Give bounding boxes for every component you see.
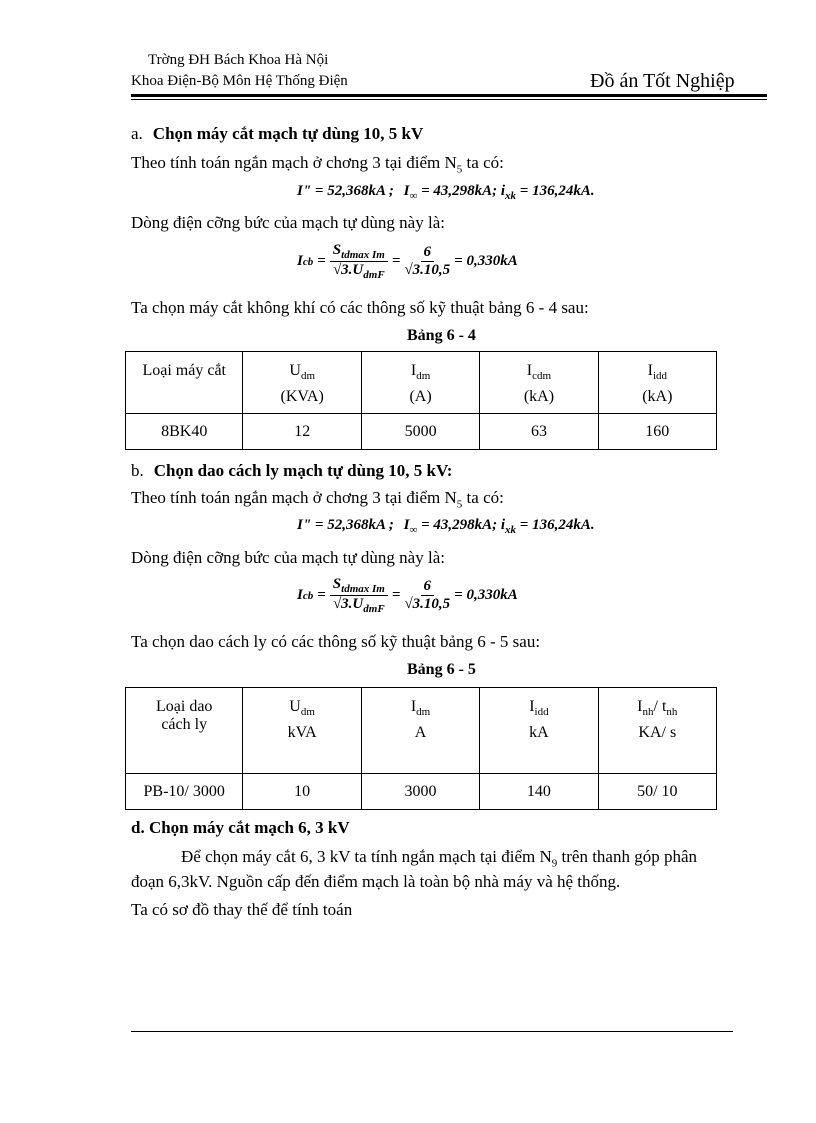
formula2b-den-sub: dmF [363,603,385,615]
section-a-formula1 [297,183,595,202]
formula2b-lhs: I [297,587,303,603]
h4b-b: / t [653,698,667,715]
table-6-4-h1 [243,352,361,414]
section-a-heading [131,124,423,144]
h0-line2: cách ly [161,716,208,733]
formula2b-frac2 [404,578,450,613]
h3-sub: cdm [532,370,552,383]
formula2-den-sub: dmF [363,269,385,281]
h3b-text: I [529,698,535,715]
table-6-4-h0: Loại máy cắt [126,352,243,414]
formula1b-b-sub: ∞ [409,524,418,536]
table-6-4-cell: 63 [480,414,598,450]
table-6-5-h3 [480,688,598,774]
h1-unit: (KVA) [280,388,324,406]
section-b-letter: b. [131,461,144,480]
section-a-formula2: I cb = $\frac{S_{tdmax Im}}{√3.U_{dmF}}$ = $\frac{6}{√3.10,5}$ = 0,330kA [297,242,518,281]
formula1b-d: = 136,24kA. [516,517,595,533]
section-a-intro-tail: ta có: [462,153,504,172]
formula2b-den2: √3.10,5 [404,596,451,612]
h2-sub: dm [416,370,431,383]
formula2b-result: = 0,330kA [454,587,518,603]
table-6-4-header-row [126,352,717,414]
table-6-4-cell: 5000 [361,414,479,450]
section-d-para-text: Để chọn máy cắt 6, 3 kV ta tính ngắn mạch tại điểm N [181,847,552,866]
section-d-title: d. Chọn máy cắt mạch 6, 3 kV [131,818,350,837]
section-b-formula2: I cb = $\frac{S_{tdmax Im}}{√3.U_{dmF}}$ = $\frac{6}{√3.10,5}$ = 0,330kA [297,576,518,615]
h4-text: I [647,362,653,379]
table-6-4-h3 [480,352,598,414]
h2b-text: I [410,698,417,715]
formula2-num2: 6 [421,244,435,262]
section-a-intro [131,153,504,175]
h1b-text: U [289,698,301,715]
section-b-title: Chọn dao cách ly mạch tự dùng 10, 5 kV: [153,461,453,480]
h4b-b-sub: nh [666,706,678,719]
section-d-para-sub: 9 [551,857,558,870]
formula2b-frac1 [330,576,388,615]
section-b-choose: Ta chọn dao cách ly có các thông số kỹ thuật bảng 6 - 5 sau: [131,632,541,651]
formula2-lhs-sub: cb [302,255,314,268]
h1b-unit: kVA [287,724,317,742]
formula2b-num-sub: tdmax Im [341,583,385,595]
header-rule-thin [131,99,767,100]
formula1-d: = 136,24kA. [516,183,595,199]
formula1b-b: I [403,517,410,533]
table-6-4-cell: 160 [598,414,716,450]
formula1b-c: = 43,298kA; i [417,517,506,533]
formula1-b: I [403,183,410,199]
section-a-title: Chọn máy cắt mạch tự dùng 10, 5 kV [152,124,424,143]
table-6-5-cell: PB-10/ 3000 [126,774,243,810]
header-doc-title: Đồ án Tốt Nghiệp [590,70,735,92]
h2-unit: (A) [409,388,432,406]
formula2b-den: √3.U [332,596,364,612]
table-6-5-cell: 3000 [361,774,479,810]
h1-sub: dm [300,370,315,383]
h3-text: I [526,362,533,379]
table-6-4-cell: 8BK40 [126,414,243,450]
table-6-4-h2 [361,352,479,414]
section-b-intro-sub: 5 [456,498,463,511]
formula2-frac2 [404,244,450,279]
h3-unit: (kA) [523,388,555,406]
header-department: Khoa Điện-Bộ Môn Hệ Thống Điện [131,73,348,89]
h4-sub: idd [652,370,667,383]
table-6-5 [125,687,717,810]
h4b-a-sub: nh [642,706,654,719]
formula1-c-sub: xk [505,190,517,202]
formula2b-lhs-sub: cb [302,589,314,602]
section-a-forced-current: Dòng điện cỡng bức của mạch tự dùng này là: [131,213,445,232]
table-6-5-cell: 140 [480,774,598,810]
section-d-closing: Ta có sơ đồ thay thế để tính toán [131,900,353,919]
formula2-num-sub: tdmax Im [341,249,385,261]
table-6-5-h4 [598,688,716,774]
section-b-intro-text: Theo tính toán ngắn mạch ở chơng 3 tại điểm N [131,488,457,507]
formula2b-num: S [332,576,342,592]
section-d-para-line2: đoạn 6,3kV. Nguồn cấp đến điểm mạch là toàn bộ nhà máy và hệ thống. [131,872,621,891]
table-6-5-row [126,774,717,810]
table-6-5-h2 [361,688,479,774]
h2-text: I [410,362,417,379]
table-6-4-caption: Bảng 6 - 4 [407,327,476,344]
section-a-intro-sub: 5 [456,163,463,176]
header-school: Trờng ĐH Bách Khoa Hà Nội [148,52,329,68]
formula2-den2: √3.10,5 [404,262,451,278]
table-6-5-cell: 10 [243,774,361,810]
formula2-num: S [332,242,342,258]
h1b-sub: dm [300,706,315,719]
table-6-4-cell: 12 [243,414,361,450]
section-b-formula1 [297,517,595,536]
formula1-b-sub: ∞ [409,190,418,202]
formula2-lhs: I [297,253,303,269]
h4b-unit: KA/ s [638,724,677,742]
h2b-unit: A [414,724,427,742]
formula2b-num2: 6 [421,578,435,596]
table-6-4 [125,351,717,450]
section-d-para-tail: trên thanh góp phân [557,847,698,866]
table-6-5-h0 [126,688,243,774]
h4b-a: I [637,698,643,715]
header-rule-thick [131,94,767,97]
h2b-sub: dm [416,706,431,719]
formula1b-c-sub: xk [505,524,517,536]
section-a-choose: Ta chọn máy cắt không khí có các thông số kỹ thuật bảng 6 - 4 sau: [131,298,589,317]
formula1-a: I" = 52,368kA ; [297,183,394,199]
h3b-unit: kA [529,724,549,742]
formula1-c: = 43,298kA; i [417,183,506,199]
section-b-heading [131,461,452,481]
section-b-intro [131,488,504,510]
table-6-5-caption: Bảng 6 - 5 [407,661,476,678]
section-a-intro-text: Theo tính toán ngắn mạch ở chơng 3 tại điểm N [131,153,457,172]
formula2-result: = 0,330kA [454,253,518,269]
h3b-sub: idd [534,706,549,719]
section-b-intro-tail: ta có: [462,488,504,507]
h1-text: U [289,362,301,379]
table-6-5-h1 [243,688,361,774]
table-6-4-row [126,414,717,450]
table-6-5-header-row [126,688,717,774]
h0-line1: Loại dao [156,698,213,715]
h4-unit: (kA) [642,388,673,406]
footer-rule [131,1031,733,1032]
section-d-para-line1 [181,847,697,869]
formula2-den: √3.U [332,262,364,278]
section-b-forced-current: Dòng điện cỡng bức của mạch tự dùng này là: [131,548,445,567]
table-6-4-h4 [598,352,716,414]
formula1b-a: I" = 52,368kA ; [297,517,394,533]
table-6-5-cell: 50/ 10 [598,774,716,810]
formula2-frac1 [330,242,388,281]
section-a-letter: a. [131,124,143,143]
